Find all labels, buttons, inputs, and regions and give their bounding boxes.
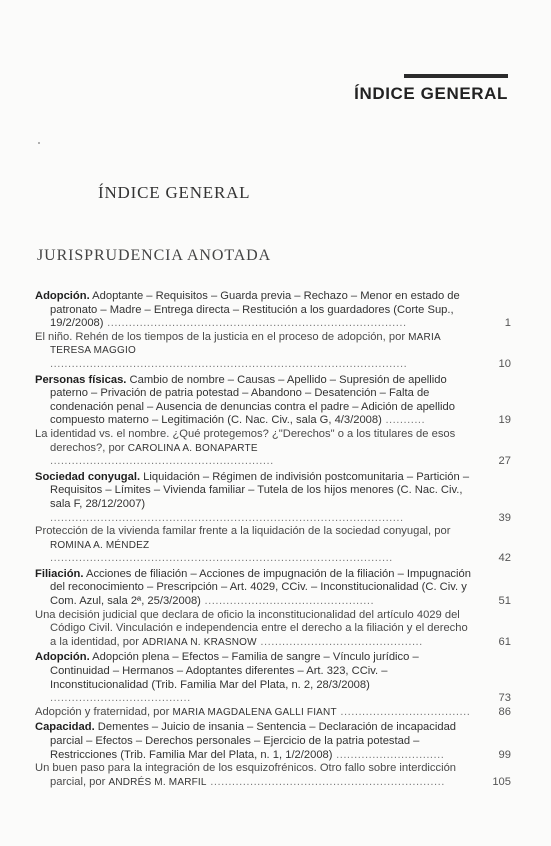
- header-rule: [404, 74, 508, 78]
- toc-entry[interactable]: [35, 471, 511, 525]
- entry-page: 19: [498, 414, 511, 427]
- entry-author: ANDRÉS M. MARFIL: [108, 776, 207, 788]
- toc-entry[interactable]: [35, 651, 511, 705]
- page-speck: [38, 142, 40, 144]
- entry-author: CAROLINA A. BONAPARTE: [127, 442, 258, 454]
- entry-page: 86: [498, 705, 511, 718]
- entry-text: Adopción plena – Efectos – Familia de sangre – Vínculo jurídico – Continuidad – Hermanos – Adoptantes diferentes – Art. 323, CCiv. – Inconstitucionalidad (Trib. Familia Mar del Plata, n. 2, 28/3/2008): [50, 651, 419, 691]
- page-title: ÍNDICE GENERAL: [98, 183, 251, 202]
- entry-text: Liquidación – Régimen de indivisión postcomunitaria – Partición – Requisitos – Límites – Vivienda familiar – Tutela de los hijos menores (C. Nac. Civ., sala F, 28/12/2007): [50, 470, 470, 510]
- dot-leader: ...............................................................................................: [50, 552, 393, 565]
- toc-entry[interactable]: [35, 706, 511, 720]
- entry-text: La identidad vs. el nombre. ¿Qué protegemos? ¿"Derechos" o a los titulares de esos derechos?, por: [35, 427, 456, 454]
- toc-entry[interactable]: [35, 525, 511, 566]
- toc-list: [35, 290, 511, 789]
- entry-author: ROMINA A. MÉNDEZ: [50, 539, 150, 551]
- entry-text: Una decisión judicial que declara de oficio la inconstitucionalidad del artículo 4029 del Código Civil. Vinculación e independencia entre el derecho a la filiación y el derecho a la identidad, por: [35, 608, 468, 648]
- dot-leader: ...............................................: [200, 595, 375, 608]
- entry-keyword: Adopción.: [35, 290, 90, 302]
- dot-leader: ....................................: [336, 705, 471, 718]
- entry-page: 61: [498, 635, 511, 648]
- entry-text: Cambio de nombre – Causas – Apellido – Supresión de apellido paterno – Privación de patria potestad – Abandono – Desatención – Falta de condenación penal – Ausencia de denuncias contra el padre – Adición de apellido compuesto materno – Legitimación (C. Nac. Civ., sala G, 4/3/2008): [50, 373, 455, 427]
- entry-page: 27: [498, 455, 511, 468]
- entry-page: 51: [498, 595, 511, 608]
- entry-author: MARIA TERESA MAGGIO: [50, 331, 441, 357]
- dot-leader: ..................................................................................................: [50, 511, 404, 524]
- dot-leader: ...................................................................................................: [50, 357, 408, 370]
- entry-author: ADRIANA N. KRASNOW: [142, 636, 257, 648]
- entry-text: Dementes – Juicio de insania – Sentencia – Declaración de incapacidad parcial – Efectos – Derechos personales – Ejercicio de la patria potestad – Restricciones (Trib. Familia Mar del Plata, n. 1, 1/2/2008): [50, 721, 457, 761]
- entry-page: 73: [498, 692, 511, 705]
- entry-keyword: Capacidad.: [35, 721, 95, 734]
- dot-leader: .............................................: [256, 635, 423, 648]
- entry-page: 1: [504, 317, 511, 330]
- dot-leader: .......................................: [50, 692, 191, 705]
- toc-entry[interactable]: [35, 721, 511, 762]
- dot-leader: ..............................................................: [50, 455, 274, 468]
- running-head: ÍNDICE GENERAL: [354, 84, 508, 103]
- entry-page: 105: [492, 775, 511, 788]
- entry-page: 10: [498, 357, 511, 370]
- entry-page: 39: [498, 511, 511, 524]
- entry-keyword: Adopción.: [35, 651, 90, 664]
- toc-entry[interactable]: [35, 374, 511, 428]
- dot-leader: ...................................................................................: [103, 317, 407, 330]
- entry-text: Acciones de filiación – Acciones de impugnación de la filiación – Impugnación del reconocimiento – Prescripción – Art. 4029, CCiv. – Inconstitucionalidad (C. Civ. y Com. Azul, sala 2ª, 25/3/2008): [50, 567, 471, 608]
- toc-entry[interactable]: [35, 290, 511, 331]
- toc-entry[interactable]: [35, 428, 511, 469]
- toc-entry[interactable]: [35, 609, 511, 650]
- dot-leader: .................................................................: [206, 775, 445, 788]
- entry-keyword: Sociedad conyugal.: [35, 470, 141, 483]
- dot-leader: ..............................: [332, 748, 445, 761]
- entry-text: Un buen paso para la integración de los esquizofrénicos. Otro fallo sobre interdicción parcial, por: [35, 762, 457, 788]
- entry-author: MARIA MAGDALENA GALLI FIANT: [172, 706, 337, 718]
- toc-entry[interactable]: [35, 568, 511, 609]
- entry-text: Protección de la vivienda familar frente a la liquidación de la sociedad conyugal, por: [35, 525, 451, 538]
- section-title: JURISPRUDENCIA ANOTADA: [37, 247, 272, 264]
- entry-text: El niño. Rehén de los tiempos de la justicia en el proceso de adopción, por: [35, 330, 409, 343]
- entry-text: Adoptante – Requisitos – Guarda previa – Rechazo – Menor en estado de patronato – Madre – Entrega directa – Restitución a los guardadores (Corte Sup., 19/2/2008): [50, 290, 460, 330]
- entry-page: 99: [498, 748, 511, 761]
- toc-entry[interactable]: [35, 331, 511, 372]
- entry-keyword: Filiación.: [35, 567, 84, 580]
- entry-text: Adopción y fraternidad, por: [35, 705, 173, 718]
- entry-keyword: Personas físicas.: [35, 373, 127, 386]
- entry-page: 42: [498, 552, 511, 565]
- toc-entry[interactable]: [35, 762, 511, 789]
- dot-leader: ...........: [381, 414, 426, 427]
